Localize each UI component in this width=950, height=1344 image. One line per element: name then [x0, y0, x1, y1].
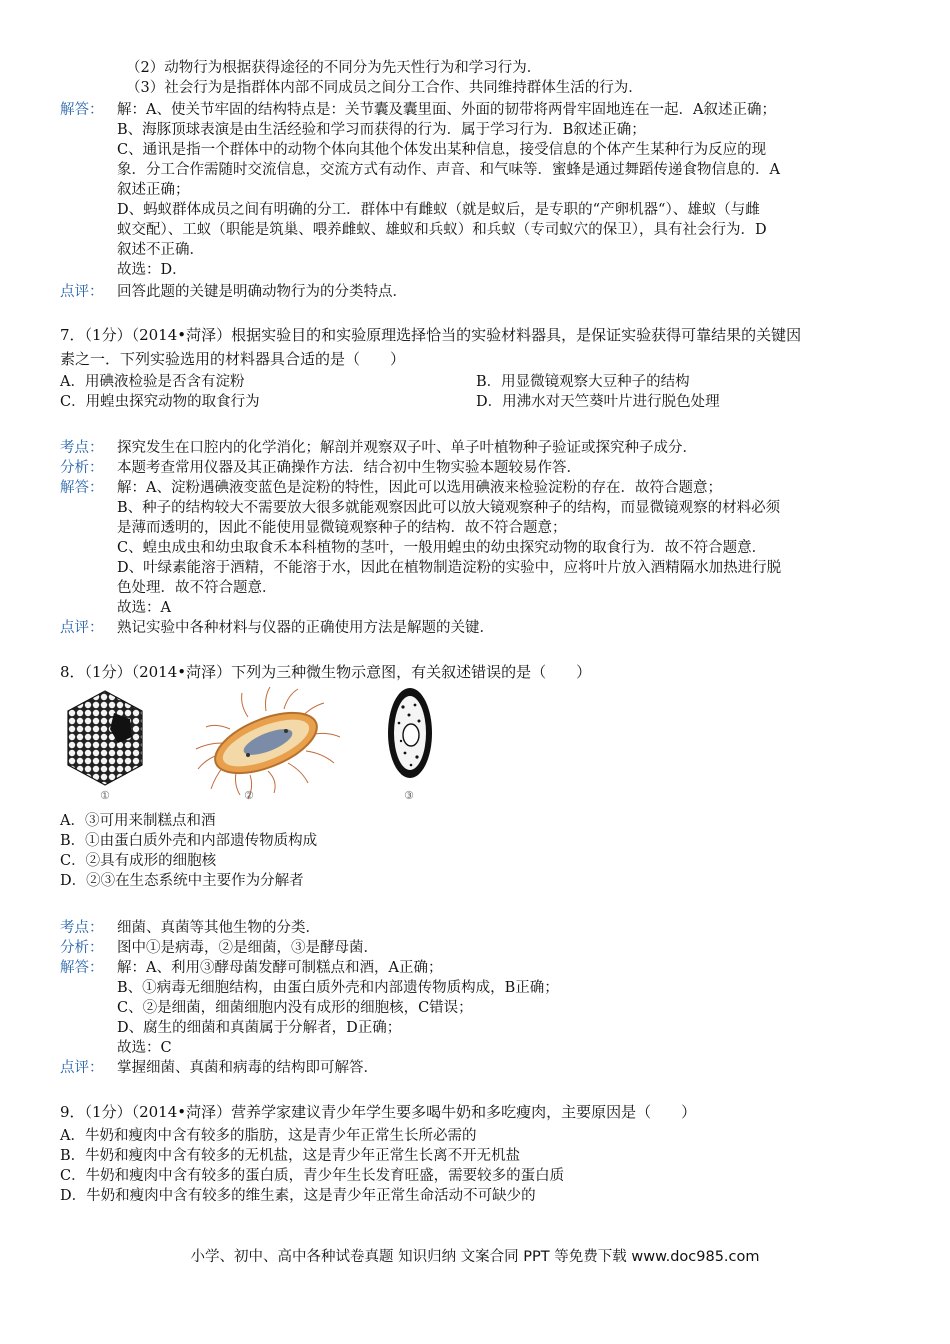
comment-text: 掌握细菌、真菌和病毒的结构即可解答． [117, 1060, 378, 1076]
kaodian-text: 细菌、真菌等其他生物的分类． [117, 920, 320, 936]
answer-line: C、蝗虫成虫和幼虫取食禾本科植物的茎叶，一般用蝗虫的幼虫探究动物的取食行为．故不符合题意． [117, 540, 767, 556]
option-d: D．②③在生态系统中主要作为分解者 [60, 873, 304, 889]
answer-line: 蚁交配）、工蚁（职能是筑巢、喂养雌蚁、雄蚁和兵蚁）和兵蚁（专司蚁穴的保卫），具有社会行为．D [117, 222, 767, 238]
answer-line: 叙述不正确． [117, 242, 204, 258]
option-d: D．用沸水对天竺葵叶片进行脱色处理 [476, 394, 720, 410]
comment-label: 点评： [60, 1060, 104, 1076]
option-a: A．③可用来制糕点和酒 [60, 813, 216, 829]
answer-line: 是薄而透明的，因此不能使用显微镜观察种子的结构．故不符合题意； [117, 520, 567, 536]
answer-line: 解：A、淀粉遇碘液变蓝色是淀粉的特性，因此可以选用碘液来检验淀粉的存在．故符合题意； [117, 480, 722, 496]
option-a: A．牛奶和瘦肉中含有较多的脂肪，这是青少年正常生长所必需的 [60, 1128, 477, 1144]
kaodian-label: 考点： [60, 440, 104, 456]
answer-label: 解答： [60, 960, 104, 976]
answer-line: 解：A、利用③酵母菌发酵可制糕点和酒，A正确； [117, 960, 443, 976]
question-7-stem: 7．（1分）（2014•菏泽）根据实验目的和实验原理选择恰当的实验材料器具，是保证实验获得可靠结果的关键因 [60, 326, 802, 344]
answer-line: 解：A、使关节牢固的结构特点是：关节囊及囊里面、外面的韧带将两骨牢固地连在一起．A叙述正确； [117, 102, 776, 118]
answer-label: 解答： [60, 102, 104, 118]
question-7-stem: 素之一．下列实验选用的材料器具合适的是（ ） [60, 350, 406, 368]
answer-label: 解答： [60, 480, 104, 496]
comment-label: 点评： [60, 620, 104, 636]
answer-line: C、通讯是指一个群体中的动物个体向其他个体发出某种信息，接受信息的个体产生某种行为反应的现 [117, 142, 767, 158]
answer-line: B、①病毒无细胞结构，由蛋白质外壳和内部遗传物质构成，B正确； [117, 980, 559, 996]
fenxi-text: 本题考查常用仪器及其正确操作方法．结合初中生物实验本题较易作答． [117, 460, 581, 476]
bacterium-figure [188, 685, 348, 805]
answer-line: B、种子的结构较大不需要放大很多就能观察因此可以放大镜观察种子的结构，而显微镜观察的材料必须 [117, 500, 781, 516]
figure-caption: ③ [404, 789, 414, 802]
analysis-line: （3）社会行为是指群体内部不同成员之间分工合作、共同维持群体生活的行为． [126, 80, 643, 96]
option-b: B．用显微镜观察大豆种子的结构 [476, 374, 690, 390]
comment-text: 回答此题的关键是明确动物行为的分类特点． [117, 284, 407, 300]
fenxi-text: 图中①是病毒，②是细菌，③是酵母菌． [117, 940, 378, 956]
comment-label: 点评： [60, 284, 104, 300]
answer-line: 故选：C [117, 1040, 172, 1056]
answer-line: D、蚂蚁群体成员之间有明确的分工．群体中有雌蚁（就是蚁后，是专职的“产卵机器“）、雄蚁（与雌 [117, 202, 760, 218]
option-c: C．用蝗虫探究动物的取食行为 [60, 394, 260, 410]
answer-line: 象．分工合作需随时交流信息，交流方式有动作、声音、和气味等．蜜蜂是通过舞蹈传递食物信息的．A [117, 162, 780, 178]
answer-line: 故选：D． [117, 262, 187, 278]
answer-line: D、叶绿素能溶于酒精，不能溶于水，因此在植物制造淀粉的实验中，应将叶片放入酒精隔水加热进行脱 [117, 560, 782, 576]
answer-line: D、腐生的细菌和真菌属于分解者，D正确； [117, 1020, 402, 1036]
option-c: C．②具有成形的细胞核 [60, 853, 217, 869]
microorganism-figures [60, 685, 500, 805]
option-b: B．牛奶和瘦肉中含有较多的无机盐，这是青少年正常生长离不开无机盐 [60, 1148, 521, 1164]
option-d: D．牛奶和瘦肉中含有较多的维生素，这是青少年正常生命活动不可缺少的 [60, 1188, 536, 1204]
analysis-line: （2）动物行为根据获得途径的不同分为先天性行为和学习行为． [126, 60, 542, 76]
option-a: A．用碘液检验是否含有淀粉 [60, 374, 245, 390]
answer-line: C、②是细菌，细菌细胞内没有成形的细胞核，C错误； [117, 1000, 473, 1016]
question-9-stem: 9．（1分）（2014•菏泽）营养学家建议青少年学生要多喝牛奶和多吃瘦肉，主要原因是（ ） [60, 1103, 697, 1121]
option-c: C．牛奶和瘦肉中含有较多的蛋白质，青少年生长发育旺盛，需要较多的蛋白质 [60, 1168, 565, 1184]
yeast-figure [385, 685, 435, 805]
kaodian-text: 探究发生在口腔内的化学消化；解剖并观察双子叶、单子叶植物种子验证或探究种子成分． [117, 440, 697, 456]
figure-caption: ② [244, 789, 254, 802]
answer-line: 色处理．故不符合题意． [117, 580, 277, 596]
answer-line: 叙述正确； [117, 182, 190, 198]
virus-figure [60, 685, 150, 805]
page-footer: 小学、初中、高中各种试卷真题 知识归纳 文案合同 PPT 等免费下载 www.doc985.com [190, 1249, 760, 1265]
answer-line: 故选：A [117, 600, 171, 616]
comment-text: 熟记实验中各种材料与仪器的正确使用方法是解题的关键． [117, 620, 494, 636]
answer-line: B、海豚顶球表演是由生活经验和学习而获得的行为．属于学习行为．B叙述正确； [117, 122, 646, 138]
kaodian-label: 考点： [60, 920, 104, 936]
fenxi-label: 分析： [60, 460, 104, 476]
option-b: B．①由蛋白质外壳和内部遗传物质构成 [60, 833, 318, 849]
fenxi-label: 分析： [60, 940, 104, 956]
figure-caption: ① [100, 789, 110, 802]
question-8-stem: 8．（1分）（2014•菏泽）下列为三种微生物示意图，有关叙述错误的是（ ） [60, 663, 592, 681]
